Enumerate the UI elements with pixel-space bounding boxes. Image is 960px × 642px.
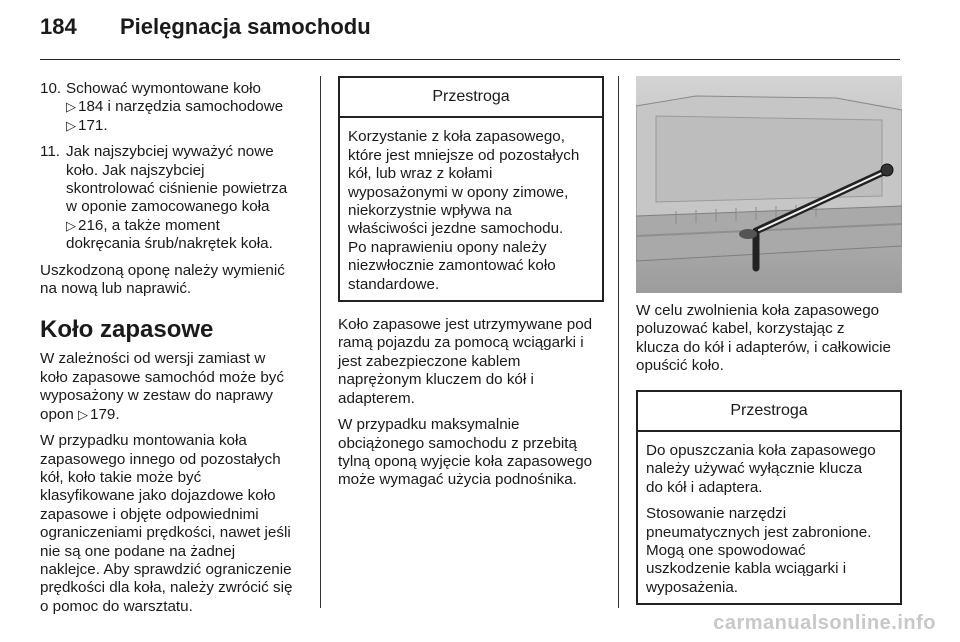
cross-reference[interactable]: ▷ 184 i narzędzia samochodowe: [66, 98, 284, 116]
column-3: [636, 302, 902, 619]
spare-wheel-illustration: [636, 76, 902, 293]
list-text: koło. Jak najszybciej: [66, 161, 205, 179]
list-item: [40, 80, 310, 135]
triangle-right-arrow-icon: ▷: [78, 406, 89, 422]
cross-reference[interactable]: ▷ 171.: [66, 116, 108, 134]
header-divider: [40, 59, 900, 60]
paragraph: Koło zapasowe jest utrzymywane pod ramą pojazdu za pomocą wciągarki i jest zabezpieczone kablem naprężonym kluczem do kół i adapterem.: [338, 316, 593, 407]
triangle-right-arrow-icon: ▷: [66, 217, 76, 233]
column-2: [338, 76, 604, 498]
page-number: 184: [40, 14, 77, 39]
list-text: dokręcania śrub/nakrętek koła.: [66, 235, 273, 253]
section-heading: Koło zapasowe: [40, 316, 214, 344]
triangle-right-arrow-icon: ▷: [66, 99, 76, 115]
caution-body: Do opuszczania koła zapasowego należy używać wyłącznie klucza do kół i adaptera. Stosowanie narzędzi pneumatycznych jest zabronione. Mogą one spowodować uszkodzenie kabla wciągarki i wyposażenia.: [646, 442, 876, 596]
column-divider-2: [618, 76, 619, 608]
list-number: 10.: [40, 80, 62, 97]
caution-box: [636, 390, 902, 606]
caution-box: [338, 76, 604, 302]
triangle-right-arrow-icon: ▷: [66, 117, 76, 133]
list-text: w oponie zamocowanego koła: [66, 198, 270, 216]
spare-wheel-figure: [636, 76, 902, 293]
list-text: Jak najszybciej wyważyć nowe: [66, 143, 274, 161]
cross-reference[interactable]: ▷ 216, a także moment: [66, 216, 220, 234]
paragraph: W celu zwolnienia koła zapasowego poluzować kabel, korzystając z klucza do kół i adapterów, i całkowicie opuścić koło.: [636, 302, 891, 375]
column-divider-1: [320, 76, 321, 608]
cross-reference[interactable]: ▷ 179.: [78, 405, 120, 423]
paragraph: W przypadku maksymalnie obciążonego samochodu z przebitą tylną oponą wyjęcie koła zapasowego może wymagać użycia podnośnika.: [338, 416, 593, 489]
caution-title: Przestroga: [638, 392, 900, 432]
column-1: [40, 80, 310, 624]
page-title: Pielęgnacja samochodu: [120, 14, 371, 39]
paragraph: W przypadku montowania koła zapasowego innego od pozostałych kół, koło takie może być klasyfikowane jako dojazdowe koło zapasowe i objęte odpowiednimi ograniczeniami prędkości, nawet jeśli nie są one podane na żadnej naklejce. Aby sprawdzić ograniczenie prędkości dla koła, należy zwrócić się o pomoc do warsztatu.: [40, 432, 293, 615]
list-item: [40, 143, 310, 253]
caution-body: Korzystanie z koła zapasowego, które jest mniejsze od pozostałych kół, lub wraz z kołami wyposażonymi w opony zimowe, niekorzystnie wpływa na właściwości jezdne samochodu. Po naprawieniu opony należy niezwłocznie zamontować koło standardowe.: [348, 128, 580, 293]
page-header: [40, 14, 900, 44]
paragraph: Uszkodzoną oponę należy wymienić na nową lub naprawić.: [40, 261, 285, 298]
list-text: skontrolować ciśnienie powietrza: [66, 180, 288, 198]
paragraph: W zależności od wersji zamiast w koło zapasowe samochód może być wyposażony w zestaw do naprawy opon ▷ 179.: [40, 350, 284, 423]
list-number: 11.: [40, 143, 60, 161]
list-text: Schować wymontowane koło: [66, 80, 262, 97]
watermark: carmanualsonline.info: [713, 612, 936, 634]
caution-title: Przestroga: [340, 78, 602, 118]
